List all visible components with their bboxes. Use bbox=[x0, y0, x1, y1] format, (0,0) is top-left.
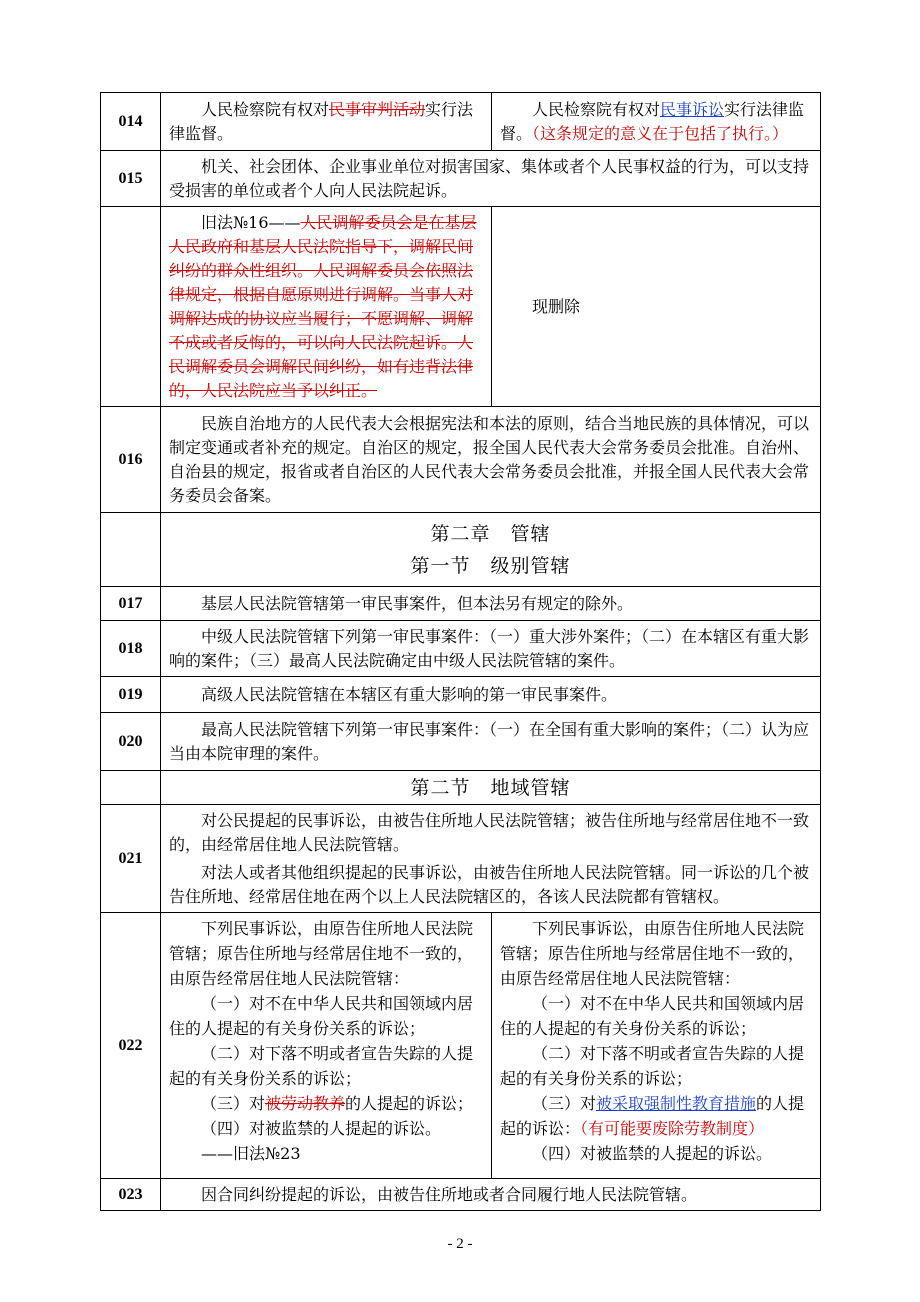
article-text bbox=[161, 407, 821, 513]
old-law-ref: 旧法№16—— bbox=[201, 212, 301, 232]
text: （三）对 bbox=[532, 1094, 597, 1113]
paragraph: 下列民事诉讼，由原告住所地人民法院管辖；原告住所地与经常居住地不一致的，由原告经常居住地人民法院管辖： bbox=[500, 919, 805, 988]
text: 机关、社会团体、企业事业单位对损害国家、集体或者个人民事权益的行为，可以支持受损害的单位或者个人向人民法院起诉。 bbox=[169, 156, 810, 200]
deleted-text: 人民调解委员会是在基层人民政府和基层人民法院指导下，调解民间纠纷的群众性组织。人民调解委员会依照法律规定，根据自愿原则进行调解。当事人对调解达成的协议应当履行；不愿调解、调解不成或者反悔的，可以向人民法院起诉。人民调解委员会调解民间纠纷，如有违背法律的，人民法院应当予以纠正。 bbox=[169, 212, 477, 400]
article-row-014 bbox=[101, 93, 821, 151]
article-row-022 bbox=[101, 913, 821, 1179]
list-item: （二）对下落不明或者宣告失踪的人提起的有关身份关系的诉讼； bbox=[169, 1044, 474, 1088]
article-row-016 bbox=[101, 407, 821, 513]
text: 民族自治地方的人民代表大会根据宪法和本法的原则，结合当地民族的具体情况，可以制定变通或者补充的规定。自治区的规定，报全国人民代表大会常务委员会批准。自治州、自治县的规定，报省或者自治区的人民代表大会常务委员会批准，并报全国人民代表大会常务委员会备案。 bbox=[169, 413, 810, 505]
text: 的人提起的诉讼： bbox=[500, 1094, 805, 1138]
article-number: 021 bbox=[101, 805, 161, 913]
article-text bbox=[161, 151, 821, 207]
list-item: （一）对不在中华人民共和国领域内居住的人提起的有关身份关系的诉讼； bbox=[169, 994, 474, 1038]
chapter-heading-row bbox=[101, 513, 821, 587]
section-heading-row bbox=[101, 771, 821, 805]
article-number: 023 bbox=[101, 1179, 161, 1211]
list-item: （四）对被监禁的人提起的诉讼。 bbox=[532, 1144, 773, 1163]
deleted-label: 现删除 bbox=[532, 296, 581, 316]
article-row-018 bbox=[101, 621, 821, 677]
annotation-note: （这条规定的意义在于包括了执行。） bbox=[532, 123, 789, 143]
deleted-text: 被劳动教养 bbox=[265, 1094, 346, 1113]
text: （三）对 bbox=[201, 1094, 266, 1113]
article-number: 016 bbox=[101, 407, 161, 513]
deleted-article-row bbox=[101, 207, 821, 407]
section-title: 第二节 地域管辖 bbox=[410, 776, 571, 799]
old-law-cell bbox=[161, 913, 492, 1179]
article-number: 014 bbox=[101, 93, 161, 151]
old-law-ref: ——旧法№23 bbox=[201, 1144, 301, 1163]
text: 最高人民法院管辖下列第一审民事案件：（一）在全国有重大影响的案件；（二）认为应当由本院审理的案件。 bbox=[169, 719, 810, 763]
article-text bbox=[161, 1179, 821, 1211]
paragraph: 下列民事诉讼，由原告住所地人民法院管辖；原告住所地与经常居住地不一致的，由原告经常居住地人民法院管辖： bbox=[169, 919, 474, 988]
old-law-cell bbox=[161, 93, 492, 151]
new-law-cell bbox=[492, 207, 821, 407]
text: 实行法律监督。 bbox=[500, 99, 805, 143]
chapter-heading-cell bbox=[161, 513, 821, 587]
new-law-cell bbox=[492, 913, 821, 1179]
article-row-017 bbox=[101, 587, 821, 621]
article-row-015 bbox=[101, 151, 821, 207]
section-title: 第一节 级别管辖 bbox=[410, 554, 571, 577]
text: 人民检察院有权对 bbox=[201, 99, 330, 119]
amended-text: 被采取强制性教育措施 bbox=[596, 1094, 757, 1113]
text: 人民检察院有权对 bbox=[532, 99, 661, 119]
article-row-023 bbox=[101, 1179, 821, 1211]
old-law-cell bbox=[161, 207, 492, 407]
article-text bbox=[161, 621, 821, 677]
list-item: （四）对被监禁的人提起的诉讼。 bbox=[201, 1119, 442, 1138]
article-number: 017 bbox=[101, 587, 161, 621]
list-item bbox=[500, 1091, 812, 1141]
list-item: （二）对下落不明或者宣告失踪的人提起的有关身份关系的诉讼； bbox=[500, 1044, 805, 1088]
text: 基层人民法院管辖第一审民事案件，但本法另有规定的除外。 bbox=[201, 593, 634, 613]
article-row-021 bbox=[101, 805, 821, 913]
chapter-title: 第二章 管辖 bbox=[430, 522, 551, 545]
article-text bbox=[161, 805, 821, 913]
article-number: 022 bbox=[101, 913, 161, 1179]
article-number: 015 bbox=[101, 151, 161, 207]
page-number: - 2 - bbox=[447, 1236, 473, 1252]
article-number: 019 bbox=[101, 677, 161, 713]
list-item: （一）对不在中华人民共和国领域内居住的人提起的有关身份关系的诉讼； bbox=[500, 994, 805, 1038]
empty-number-cell bbox=[101, 771, 161, 805]
amended-text: 民事诉讼 bbox=[660, 99, 725, 119]
article-row-020 bbox=[101, 713, 821, 771]
article-text bbox=[161, 677, 821, 713]
law-comparison-table bbox=[100, 92, 821, 1211]
annotation-note: （有可能要废除劳教制度） bbox=[580, 1119, 765, 1138]
text: 的人提起的诉讼； bbox=[345, 1094, 474, 1113]
deleted-text: 民事审判活动 bbox=[329, 99, 426, 119]
article-number: 020 bbox=[101, 713, 161, 771]
article-text bbox=[161, 713, 821, 771]
article-text bbox=[161, 587, 821, 621]
text: 因合同纠纷提起的诉讼，由被告住所地或者合同履行地人民法院管辖。 bbox=[201, 1184, 698, 1204]
empty-number-cell bbox=[101, 207, 161, 407]
text: 实行法律监督。 bbox=[169, 99, 474, 143]
article-number: 018 bbox=[101, 621, 161, 677]
paragraph: 对法人或者其他组织提起的民事诉讼，由被告住所地人民法院管辖。同一诉讼的几个被告住所地、经常居住地在两个以上人民法院辖区的，各该人民法院都有管辖权。 bbox=[169, 862, 810, 906]
list-item bbox=[169, 1091, 483, 1116]
section-heading-cell bbox=[161, 771, 821, 805]
paragraph: 对公民提起的民事诉讼，由被告住所地人民法院管辖；被告住所地与经常居住地不一致的，由经常居住地人民法院管辖。 bbox=[169, 810, 810, 854]
text: 中级人民法院管辖下列第一审民事案件：（一）重大涉外案件；（二）在本辖区有重大影响的案件；（三）最高人民法院确定由中级人民法院管辖的案件。 bbox=[169, 626, 810, 670]
new-law-cell bbox=[492, 93, 821, 151]
article-row-019 bbox=[101, 677, 821, 713]
empty-number-cell bbox=[101, 513, 161, 587]
text: 高级人民法院管辖在本辖区有重大影响的第一审民事案件。 bbox=[201, 684, 618, 704]
